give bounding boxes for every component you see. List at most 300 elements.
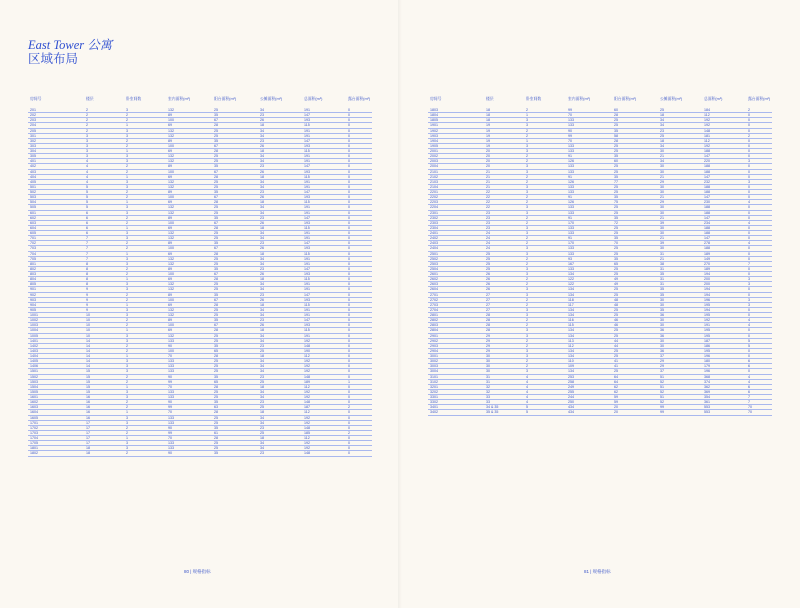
table-cell: 203 [28, 118, 84, 123]
table-cell: 6 [746, 359, 772, 364]
table-cell: 26 [258, 195, 302, 200]
table-cell: 4 [524, 384, 566, 389]
table-cell: 200 [702, 282, 746, 287]
table-cell: 69 [166, 277, 212, 282]
table-cell: 5 [524, 410, 566, 415]
table-cell: 503 [28, 195, 84, 200]
table-cell: 30 [484, 359, 524, 364]
table-cell: 2 [524, 133, 566, 138]
table-cell: 63 [212, 405, 258, 410]
table-cell: 193 [302, 297, 346, 302]
table-cell: 90 [166, 451, 212, 456]
table-cell: 2 [84, 123, 124, 128]
table-cell: 2 [124, 241, 166, 246]
table-cell: 9 [84, 302, 124, 307]
table-cell: 115 [302, 277, 346, 282]
table-cell: 122 [566, 282, 612, 287]
table-cell: 0 [746, 128, 772, 133]
table-cell: 220 [702, 159, 746, 164]
table-cell: 25 [484, 266, 524, 271]
table-cell: 2 [524, 159, 566, 164]
table-cell: 28 [612, 138, 658, 143]
table-cell: 191 [302, 184, 346, 189]
table-cell: 126 [566, 200, 612, 205]
table-cell: 133 [566, 164, 612, 169]
table-cell: 25 [612, 246, 658, 251]
table-cell: 3 [524, 246, 566, 251]
table-cell: 25 [212, 369, 258, 374]
table-cell: 39 [658, 241, 702, 246]
table-cell: 6 [746, 384, 772, 389]
table-cell: 2 [524, 297, 566, 302]
table-cell: 32 [484, 384, 524, 389]
table-cell: 0 [746, 174, 772, 179]
table-cell: 65 [212, 379, 258, 384]
table-cell: 1003 [28, 323, 84, 328]
table-cell: 0 [746, 292, 772, 297]
table-cell: 16 [84, 400, 124, 405]
table-cell: 90 [166, 374, 212, 379]
table-cell: 3 [524, 348, 566, 353]
table-cell: 67 [212, 143, 258, 148]
table-cell: 69 [166, 328, 212, 333]
column-header: 室内面积(m²) [568, 97, 591, 101]
table-cell: 0 [346, 318, 372, 323]
table-cell: 147 [702, 174, 746, 179]
table-cell: 2 [346, 430, 372, 435]
table-cell: 115 [302, 302, 346, 307]
table-cell: 35 [212, 241, 258, 246]
table-cell: 30 [658, 205, 702, 210]
table-cell: 2202 [428, 195, 484, 200]
table-cell: 31 [658, 266, 702, 271]
table-cell: 0 [346, 287, 372, 292]
table-cell: 1605 [28, 415, 84, 420]
table-cell: 3102 [428, 379, 484, 384]
table-cell: 1 [124, 251, 166, 256]
table-cell: 604 [28, 225, 84, 230]
table-cell: 7 [84, 241, 124, 246]
table-cell: 25 [212, 108, 258, 113]
table-cell: 3 [524, 164, 566, 169]
table-cell: 3 [124, 231, 166, 236]
table-cell: 0 [346, 441, 372, 446]
table-cell: 2 [124, 451, 166, 456]
table-cell: 27 [484, 297, 524, 302]
table-cell: 91 [566, 154, 612, 159]
table-cell: 35 [212, 400, 258, 405]
table-cell: 192 [302, 389, 346, 394]
table-cell: 134 [566, 369, 612, 374]
table-cell: 1905 [428, 143, 484, 148]
table-cell: 16 [84, 415, 124, 420]
table-cell: 10 [84, 313, 124, 318]
table-cell: 1402 [28, 343, 84, 348]
table-cell: 134 [566, 292, 612, 297]
table-cell: 7 [84, 236, 124, 241]
table-cell: 4 [524, 395, 566, 400]
table-cell: 147 [702, 215, 746, 220]
table-cell: 6 [84, 225, 124, 230]
table-cell: 0 [346, 282, 372, 287]
table-cell: 25 [658, 108, 702, 113]
table-cell: 29 [484, 333, 524, 338]
table-cell: 51 [658, 384, 702, 389]
table-cell: 2 [524, 200, 566, 205]
table-cell: 804 [28, 277, 84, 282]
table-cell: 147 [302, 292, 346, 297]
table-cell: 3 [124, 369, 166, 374]
table-cell: 26 [258, 143, 302, 148]
table-cell: 9 [84, 292, 124, 297]
table-cell: 23 [258, 318, 302, 323]
table-cell: 2504 [428, 266, 484, 271]
table-cell: 2 [524, 174, 566, 179]
table-cell: 133 [566, 225, 612, 230]
table-cell: 25 [212, 261, 258, 266]
table-cell: 34 [258, 395, 302, 400]
table-cell: 3 [524, 333, 566, 338]
table-cell: 117 [566, 302, 612, 307]
table-cell: 25 [212, 236, 258, 241]
table-cell: 89 [166, 318, 212, 323]
table-cell: 28 [484, 328, 524, 333]
table-cell: 17 [84, 441, 124, 446]
table-cell: 10 [84, 333, 124, 338]
table-cell: 0 [746, 143, 772, 148]
table-cell: 25 [484, 261, 524, 266]
table-cell: 301 [28, 133, 84, 138]
table-cell: 147 [702, 236, 746, 241]
table-cell: 133 [566, 143, 612, 148]
table-cell: 20 [612, 405, 658, 410]
table-cell: 0 [346, 338, 372, 343]
table-cell: 35 [612, 236, 658, 241]
table-cell: 34 [258, 287, 302, 292]
table-cell: 18 [258, 302, 302, 307]
table-cell: 2 [124, 138, 166, 143]
table-cell: 25 [212, 446, 258, 451]
table-cell: 115 [302, 225, 346, 230]
table-cell: 18 [258, 436, 302, 441]
table-cell: 905 [28, 307, 84, 312]
table-cell: 19 [484, 123, 524, 128]
table-cell: 112 [702, 113, 746, 118]
table-cell: 148 [302, 451, 346, 456]
table-cell: 9 [84, 287, 124, 292]
table-cell: 189 [302, 379, 346, 384]
table-cell: 69 [166, 225, 212, 230]
table-cell: 3 [524, 205, 566, 210]
table-cell: 18 [258, 123, 302, 128]
table-cell: 64 [612, 374, 658, 379]
table-cell: 0 [346, 241, 372, 246]
table-cell: 41 [612, 364, 658, 369]
column-header: 房间号 [430, 97, 442, 101]
table-cell: 14 [84, 343, 124, 348]
table-cell: 0 [346, 225, 372, 230]
table-cell: 27 [484, 307, 524, 312]
table-cell: 28 [212, 123, 258, 128]
table-cell: 192 [302, 441, 346, 446]
table-cell: 28 [212, 328, 258, 333]
table-cell: 1 [524, 113, 566, 118]
table-cell: 3 [524, 272, 566, 277]
table-cell: 362 [702, 384, 746, 389]
table-cell: 0 [346, 215, 372, 220]
table-cell: 25 [212, 210, 258, 215]
table-cell: 132 [166, 133, 212, 138]
table-cell: 23 [258, 113, 302, 118]
table-cell: 0 [346, 138, 372, 143]
table-cell: 368 [702, 374, 746, 379]
table-cell: 134 [566, 354, 612, 359]
table-cell: 70 [166, 384, 212, 389]
table-cell: 191 [302, 313, 346, 318]
table-cell: 188 [702, 190, 746, 195]
table-cell: 8 [84, 266, 124, 271]
table-cell: 25 [212, 205, 258, 210]
table-cell: 36 [658, 348, 702, 353]
table-cell: 132 [166, 128, 212, 133]
table-cell: 2204 [428, 205, 484, 210]
table-cell: 18 [258, 174, 302, 179]
table-cell: 0 [346, 231, 372, 236]
table-cell: 133 [166, 338, 212, 343]
table-cell: 16 [84, 410, 124, 415]
table-cell: 132 [166, 154, 212, 159]
table-cell: 69 [166, 149, 212, 154]
table-cell: 52 [658, 379, 702, 384]
table-cell: 25 [212, 389, 258, 394]
table-cell: 70 [166, 436, 212, 441]
table-cell: 89 [166, 190, 212, 195]
table-cell: 112 [302, 384, 346, 389]
table-cell: 2 [524, 302, 566, 307]
table-cell: 3 [124, 261, 166, 266]
table-cell: 2 [124, 379, 166, 384]
table-cell: 25 [612, 266, 658, 271]
table-cell: 2 [84, 108, 124, 113]
table-cell: 93 [566, 256, 612, 261]
table-cell: 3101 [428, 374, 484, 379]
table-cell: 134 [566, 313, 612, 318]
table-cell: 20 [484, 164, 524, 169]
table-cell: 4 [524, 374, 566, 379]
table-cell: 51 [658, 374, 702, 379]
table-cell: 1504 [28, 384, 84, 389]
table-cell: 192 [302, 415, 346, 420]
table-cell: 5 [84, 205, 124, 210]
table-cell: 200 [702, 277, 746, 282]
table-cell: 33 [484, 400, 524, 405]
table-cell: 0 [346, 164, 372, 169]
table-cell: 1503 [28, 379, 84, 384]
table-cell: 0 [746, 246, 772, 251]
table-cell: 18 [258, 225, 302, 230]
table-cell: 0 [346, 369, 372, 374]
table-cell: 193 [302, 323, 346, 328]
table-cell: 14 [84, 348, 124, 353]
table-cell: 31 [658, 251, 702, 256]
table-cell: 705 [28, 256, 84, 261]
table-cell: 18 [484, 118, 524, 123]
table-cell: 3 [746, 179, 772, 184]
table-cell: 3 [524, 143, 566, 148]
table-cell: 2503 [428, 261, 484, 266]
table-cell: 2 [524, 108, 566, 113]
table-cell: 1 [124, 436, 166, 441]
table-cell: 305 [28, 154, 84, 159]
table-cell: 2 [124, 343, 166, 348]
table-cell: 132 [166, 205, 212, 210]
table-cell: 3201 [428, 384, 484, 389]
table-cell: 191 [302, 128, 346, 133]
table-cell: 3 [524, 307, 566, 312]
table-cell: 30 [658, 169, 702, 174]
table-cell: 0 [346, 343, 372, 348]
table-cell: 0 [346, 195, 372, 200]
table-cell: 34 [258, 108, 302, 113]
table-cell: 902 [28, 292, 84, 297]
table-cell: 230 [702, 200, 746, 205]
table-cell: 48 [612, 302, 658, 307]
table-cell: 2 [84, 118, 124, 123]
table-cell: 232 [702, 179, 746, 184]
table-cell: 2804 [428, 328, 484, 333]
table-cell: 3 [124, 338, 166, 343]
table-cell: 184 [702, 108, 746, 113]
table-cell: 59 [612, 400, 658, 405]
table-cell: 31 [484, 374, 524, 379]
table-cell: 1 [124, 149, 166, 154]
table-cell: 16 [84, 395, 124, 400]
table-cell: 0 [746, 149, 772, 154]
table-cell: 0 [346, 359, 372, 364]
table-cell: 133 [166, 389, 212, 394]
table-cell: 149 [702, 256, 746, 261]
table-cell: 1703 [28, 430, 84, 435]
table-cell: 0 [346, 128, 372, 133]
table-cell: 0 [746, 307, 772, 312]
table-cell: 34 [658, 118, 702, 123]
table-cell: 133 [566, 205, 612, 210]
table-cell: 195 [702, 328, 746, 333]
table-cell: 2 [124, 195, 166, 200]
table-cell: 67 [212, 195, 258, 200]
table-cell: 1 [124, 277, 166, 282]
table-cell: 3 [124, 287, 166, 292]
table-cell: 5 [84, 200, 124, 205]
table-cell: 0 [346, 169, 372, 174]
table-cell: 26 [258, 118, 302, 123]
table-cell: 34 [658, 123, 702, 128]
table-cell: 26 [484, 272, 524, 277]
table-cell: 15 [84, 379, 124, 384]
table-cell: 3202 [428, 389, 484, 394]
table-cell: 191 [302, 231, 346, 236]
table-cell: 18 [258, 410, 302, 415]
table-cell: 25 [484, 256, 524, 261]
table-cell: 70 [166, 354, 212, 359]
table-cell: 34 [258, 389, 302, 394]
table-cell: 89 [166, 241, 212, 246]
table-cell: 3 [746, 302, 772, 307]
table-cell: 249 [566, 384, 612, 389]
table-cell: 0 [346, 220, 372, 225]
table-cell: 25 [212, 184, 258, 189]
table-cell: 0 [346, 307, 372, 312]
table-row [28, 451, 372, 456]
table-cell: 188 [702, 225, 746, 230]
table-cell: 100 [166, 220, 212, 225]
table-cell: 25 [612, 307, 658, 312]
table-cell: 2802 [428, 318, 484, 323]
table-cell: 3 [124, 333, 166, 338]
table-cell: 1805 [428, 118, 484, 123]
table-cell: 0 [346, 446, 372, 451]
table-cell: 2801 [428, 313, 484, 318]
table-cell: 188 [702, 169, 746, 174]
table-cell: 1 [124, 123, 166, 128]
table-cell: 3004 [428, 369, 484, 374]
table-cell: 35 [212, 343, 258, 348]
table-cell: 2002 [428, 154, 484, 159]
table-cell: 2 [124, 266, 166, 271]
table-cell: 4 [524, 400, 566, 405]
table-cell: 30 [484, 354, 524, 359]
table-cell: 34 [258, 159, 302, 164]
table-cell: 7 [84, 246, 124, 251]
table-cell: 100 [166, 297, 212, 302]
table-cell: 191 [302, 108, 346, 113]
table-cell: 35 [612, 215, 658, 220]
table-cell: 2 [524, 282, 566, 287]
table-cell: 3 [124, 159, 166, 164]
table-cell: 91 [566, 215, 612, 220]
table-cell: 25 [612, 143, 658, 148]
table-cell: 2 [124, 323, 166, 328]
table-cell: 133 [566, 210, 612, 215]
table-cell: 1 [124, 410, 166, 415]
table-cell: 90 [166, 343, 212, 348]
column-header: 露台面积(m²) [348, 97, 371, 101]
column-header: 房间号 [30, 97, 42, 101]
table-cell: 17 [84, 425, 124, 430]
table-cell: 115 [302, 123, 346, 128]
table-cell: 132 [166, 287, 212, 292]
table-cell: 192 [702, 123, 746, 128]
table-cell: 21 [658, 154, 702, 159]
table-cell: 25 [212, 441, 258, 446]
table-cell: 2001 [428, 149, 484, 154]
table-cell: 25 [212, 159, 258, 164]
table-cell: 1603 [28, 405, 84, 410]
table-cell: 30 [658, 164, 702, 169]
table-cell: 89 [166, 266, 212, 271]
table-cell: 205 [28, 128, 84, 133]
table-cell: 34 [258, 333, 302, 338]
table-cell: 361 [702, 400, 746, 405]
table-cell: 148 [302, 400, 346, 405]
table-cell: 90 [166, 425, 212, 430]
table-cell: 44 [612, 338, 658, 343]
table-cell: 2 [124, 190, 166, 195]
table-cell: 2 [524, 359, 566, 364]
table-cell: 3 [746, 297, 772, 302]
table-cell: 133 [166, 420, 212, 425]
table-cell: 193 [302, 195, 346, 200]
